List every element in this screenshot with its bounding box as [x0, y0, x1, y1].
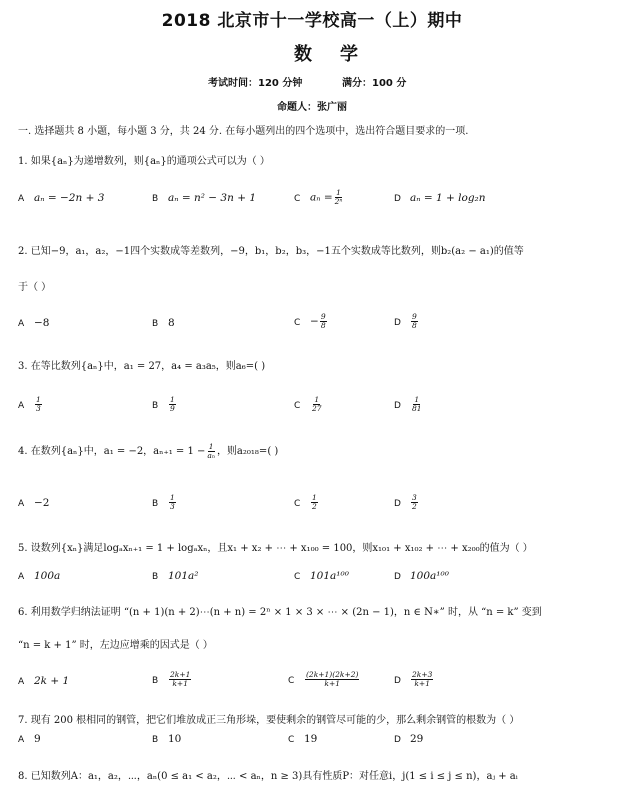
question-7-option-b: B 10 [152, 733, 182, 745]
question-4-option-b: B $\frac{1}{3}$ [152, 493, 175, 511]
question-7-option-d: D 29 [394, 733, 424, 745]
question-6-stem-cont: “n = k + 1” 时，左边应增乘的因式是（ ） [18, 640, 213, 651]
question-2-option-b: B 8 [152, 317, 175, 329]
question-7-option-a: A 9 [18, 733, 41, 745]
question-7-stem: 7. 现有 200 根相同的钢管，把它们堆放成正三角形垛，要使剩余的钢管尽可能的少，那么剩余钢管的根数为（ ） [18, 715, 520, 726]
exam-subject: 数学 [294, 44, 386, 65]
question-4-stem: 4. 在数列{aₙ}中，a₁ = −2，aₙ₊₁ = 1 − $\frac{1}{\text{aₙ}}$ ，则a₂₀₁₈=( ) [18, 442, 279, 460]
question-6-stem: 6. 利用数学归纳法证明 “(n + 1)(n + 2)⋯(n + n) = 2ⁿ × 1 × 3 × ⋯ × (2n − 1)，n ∈ N∗” 时，从 “n = k” 变到 [18, 607, 542, 618]
question-3-option-c: C $\frac{1}{27}$ [294, 395, 322, 413]
exam-author: 命题人：张广丽 [277, 102, 347, 113]
question-5-option-d: D 100a¹⁰⁰ [394, 570, 449, 582]
question-2-option-d: D $\frac{9}{8}$ [394, 312, 417, 330]
question-4-option-d: D $\frac{3}{2}$ [394, 493, 417, 511]
question-7-option-c: C 19 [288, 733, 318, 745]
question-6-option-d: D $\frac{2k+3}{k+1}$ [394, 670, 433, 688]
question-5-stem: 5. 设数列{xₙ}满足logₐxₙ₊₁ = 1 + logₐxₙ，且x₁ + x₂ + ⋯ + x₁₀₀ = 100，则x₁₀₁ + x₁₀₂ + ⋯ + x₂₀₀的值为（ ） [18, 543, 533, 554]
question-3-option-b: B $\frac{1}{9}$ [152, 395, 175, 413]
question-5-option-a: A 100a [18, 570, 61, 582]
question-4-option-c: C $\frac{1}{2}$ [294, 493, 317, 511]
question-6-option-a: A 2k + 1 [18, 675, 70, 687]
question-1-option-a: A aₙ = −2n + 3 [18, 192, 105, 204]
question-3-option-d: D $\frac{1}{81}$ [394, 395, 422, 413]
question-1-option-c: C aₙ = $\frac{1}{\text{2ⁿ}}$ [294, 188, 343, 206]
exam-time: 考试时间：120 分钟 [208, 78, 303, 89]
question-2-stem: 2. 已知−9，a₁，a₂，−1四个实数成等差数列，−9，b₁，b₂，b₃，−1五个实数成等比数列，则b₂(a₂ − a₁)的值等 [18, 246, 524, 257]
question-4-option-a: A −2 [18, 497, 50, 509]
question-6-option-b: B $\frac{2k+1}{k+1}$ [152, 670, 191, 688]
question-2-stem-cont: 于（ ） [18, 282, 52, 293]
question-5-option-b: B 101a² [152, 570, 199, 582]
question-2-option-a: A −8 [18, 317, 50, 329]
question-2-option-c: C − $\frac{9}{8}$ [294, 312, 326, 330]
question-3-stem: 3. 在等比数列{aₙ}中，a₁ = 27，a₄ = a₃a₅，则a₆=( ) [18, 361, 266, 372]
question-1-option-d: D aₙ = 1 + log₂n [394, 192, 486, 204]
question-1-option-b: B aₙ = n² − 3n + 1 [152, 192, 257, 204]
question-3-option-a: A $\frac{1}{3}$ [18, 395, 41, 413]
question-6-option-c: C $\frac{(2k+1)(2k+2)}{k+1}$ [288, 670, 359, 688]
full-score: 满分：100 分 [342, 78, 407, 89]
question-8-stem: 8. 已知数列A：a₁，a₂，⋯，aₙ(0 ≤ a₁ < a₂，⋯ < aₙ，n ≥ 3)具有性质P：对任意i，j(1 ≤ i ≤ j ≤ n)，aⱼ + aᵢ [18, 771, 518, 782]
section-intro: 一. 选择题共 8 小题，每小题 3 分，共 24 分. 在每小题列出的四个选项中，选出符合题目要求的一项. [18, 126, 469, 137]
exam-title: 2018 北京市十一学校高一（上）期中 [161, 11, 463, 31]
question-1-stem: 1. 如果{aₙ}为递增数列，则{aₙ}的通项公式可以为（ ） [18, 156, 270, 167]
question-5-option-c: C 101a¹⁰⁰ [294, 570, 349, 582]
